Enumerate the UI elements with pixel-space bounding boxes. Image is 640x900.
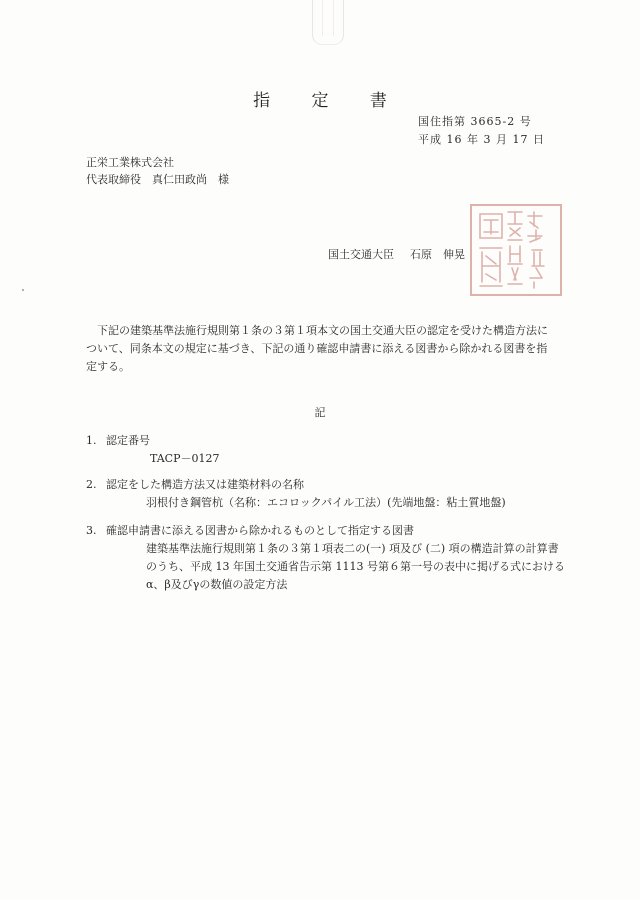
issuer-name: 石原 伸晃 (410, 248, 465, 261)
list-item (86, 522, 576, 594)
item-number: 3. (86, 524, 97, 537)
addressee-company: 正栄工業株式会社 (86, 156, 174, 169)
seal-glyphs (472, 206, 560, 294)
official-seal-stamp (470, 204, 562, 296)
item-heading: 認定をした構造方法又は建築材料の名称 (106, 478, 304, 491)
item-content: 羽根付き鋼管杭（名称：エコロックパイル工法）(先端地盤：粘土質地盤) (146, 496, 506, 509)
item-content: TACP－0127 (150, 452, 220, 465)
issuer-block (328, 246, 465, 262)
item-heading: 認定番号 (106, 434, 150, 447)
document-date: 平成 16 年 3 月 17 日 (418, 133, 545, 146)
scan-binding-mark (312, 0, 344, 45)
addressee-representative: 代表取締役 真仁田政尚 様 (86, 173, 229, 186)
scan-speck (22, 289, 24, 291)
list-item (86, 432, 576, 468)
main-body-paragraph: 下記の建築基準法施行規則第１条の３第１項本文の国土交通大臣の認定を受けた構造方法について、同条本文の規定に基づき、下記の通り確認申請書に添える図書から除かれる図書を指定する。 (86, 324, 548, 373)
addressee-block (86, 154, 229, 188)
list-item (86, 476, 576, 512)
issuer-title: 国土交通大臣 (328, 248, 394, 261)
item-heading: 確認申請書に添える図書から除かれるものとして指定する図書 (106, 524, 414, 537)
ki-heading: 記 (314, 406, 326, 419)
document-number: 国住指第 3665-2 号 (418, 115, 532, 128)
item-content: 建築基準法施行規則第１条の３第１項表二の(一) 項及び (二) 項の構造計算の計算書のうち、平成 13 年国土交通省告示第 1113 号第６第一号の表中に掲げる式におけるα、β及びγの数値の設定方法 (146, 542, 565, 591)
item-number: 1. (86, 434, 97, 447)
item-number: 2. (86, 478, 97, 491)
document-title: 指 定 書 (253, 91, 405, 111)
